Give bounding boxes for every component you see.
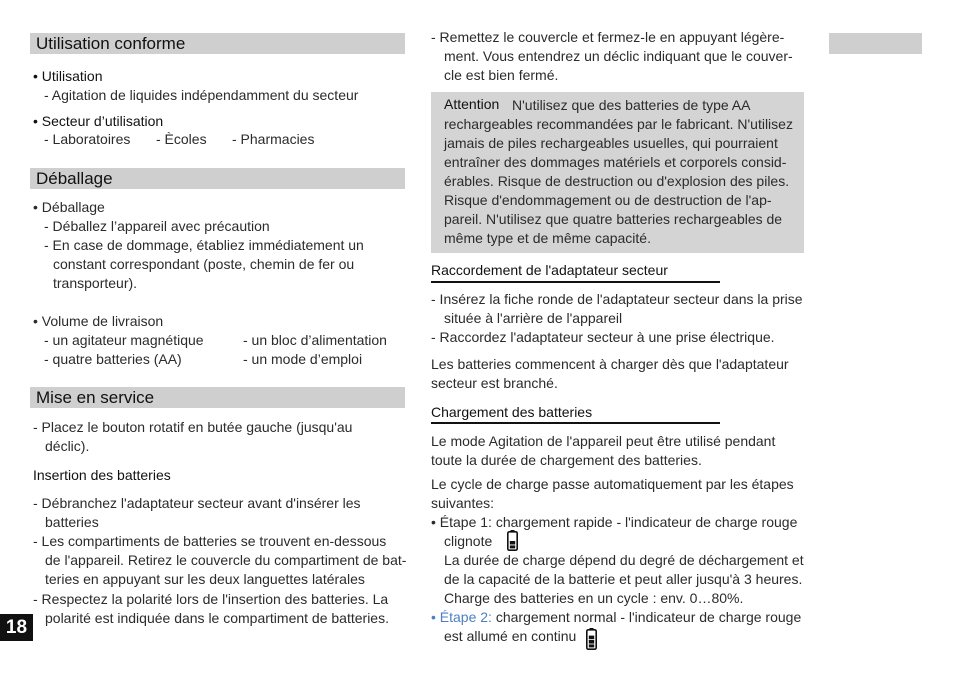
attention-line: même type et de même capacité. [444,230,651,246]
attention-line: érables. Risque de destruction ou d'explosion des piles. [444,173,790,189]
top-line: ment. Vous entendrez un déclic indiquant que le couver- [444,48,793,64]
charge-line: Le mode Agitation de l'appareil peut être utilisé pendant [431,433,776,449]
attention-line: pareil. N'utilisez que quatre batteries rechargeables de [444,211,783,227]
step1-line: clignote [444,533,493,549]
delivery-item: - un agitateur magnétique [44,332,204,348]
delivery-item: - un bloc d’alimentation [243,332,387,348]
step1-detail: de la capacité de la batterie et peut aller jusqu'à 3 heures. [444,571,803,587]
insertion-line: - Débranchez l'adaptateur secteur avant d'insérer les [33,495,361,511]
deballage-line: • Déballage [33,199,105,215]
secteur-item: - Ècoles [156,131,207,147]
step2-line [431,608,801,627]
deballage-line: transporteur). [53,275,138,291]
charge-line: suivantes: [431,495,495,511]
deballage-line: - Déballez l’appareil avec précaution [44,218,270,234]
section-title-mise-en-service: Mise en service [30,387,405,408]
subheading-raccordement: Raccordement de l'adaptateur secteur [431,262,668,278]
deballage-line: - En case de dommage, établiez immédiatement un [44,237,364,253]
page-number: 18 [0,614,33,641]
delivery-item: - quatre batteries (AA) [44,351,182,367]
insertion-line: - Respectez la polarité lors de l'insertion des batteries. La [33,591,389,607]
raccord-line: - Raccordez l'adaptateur secteur à une prise électrique. [431,329,775,345]
insertion-line: - Les compartiments de batteries se trouvent en-dessous [33,533,387,549]
subheading-insertion: Insertion des batteries [33,467,171,483]
step1-detail: Charge des batteries en un cycle : env. 0…80%. [444,590,744,606]
insertion-line: teries en appuyant sur les deux languettes latérales [45,571,365,587]
step2-label: • Étape 2: [431,609,492,625]
attention-line: Risque d'endommagement ou de destruction de l'ap- [444,192,772,208]
secteur-item: - Pharmacies [232,131,315,147]
delivery-item: - un mode d’emploi [243,351,363,367]
step1-line: • Étape 1: chargement rapide - l'indicateur de charge rouge [431,514,798,530]
insertion-line: de l'appareil. Retirez le couvercle du compartiment de bat- [45,552,407,568]
insertion-line: polarité est indiquée dans le compartiment de batteries. [45,610,389,626]
subheading-underline [431,281,720,283]
raccord-note: Les batteries commencent à charger dès que l'adaptateur [431,356,789,372]
bullet-secteur: • Secteur d’utilisation [33,113,164,129]
insertion-line: batteries [45,514,99,530]
attention-line: jamais de piles rechargeables usuelles, qui pourraient [444,135,778,151]
raccord-line: - Insérez la fiche ronde de l'adaptateur secteur dans la prise [431,291,803,307]
subheading-underline [431,422,720,424]
section-title-utilisation: Utilisation conforme [30,33,405,54]
mise-line: déclic). [45,438,90,454]
battery-blinking-icon [507,530,518,551]
bullet-utilisation: • Utilisation [33,68,103,84]
subheading-chargement: Chargement des batteries [431,404,593,420]
raccord-note: secteur est branché. [431,375,558,391]
raccord-line: située à l'arrière de l'appareil [444,310,623,326]
charge-line: Le cycle de charge passe automatiquement par les étapes [431,476,794,492]
top-line: - Remettez le couvercle et fermez-le en appuyant légère- [431,29,785,45]
step2-line: est allumé en continu [444,628,577,644]
mise-line: - Placez le bouton rotatif en butée gauche (jusqu'au [33,419,353,435]
section-title-deballage: Déballage [30,168,405,189]
attention-line: rechargeables recommandées par le fabricant. N'utilisez [444,116,793,132]
deballage-line: • Volume de livraison [33,313,164,329]
secteur-item: - Laboratoires [44,131,131,147]
step1-detail: La durée de charge dépend du degré de déchargement et [444,552,804,568]
battery-solid-icon [586,628,597,650]
attention-line: entraîner des dommages matériels et corporels consid- [444,154,787,170]
chapter-tab [829,33,922,54]
attention-line: N'utilisez que des batteries de type AA [512,97,751,113]
attention-label: Attention [444,96,500,112]
charge-line: toute la durée de chargement des batteries. [431,452,702,468]
deballage-line: constant correspondant (poste, chemin de fer ou [53,256,355,272]
utilisation-text: - Agitation de liquides indépendamment du secteur [44,87,359,103]
step2-text: chargement normal - l'indicateur de charge rouge [491,609,802,625]
top-line: cle est bien fermé. [444,67,559,83]
